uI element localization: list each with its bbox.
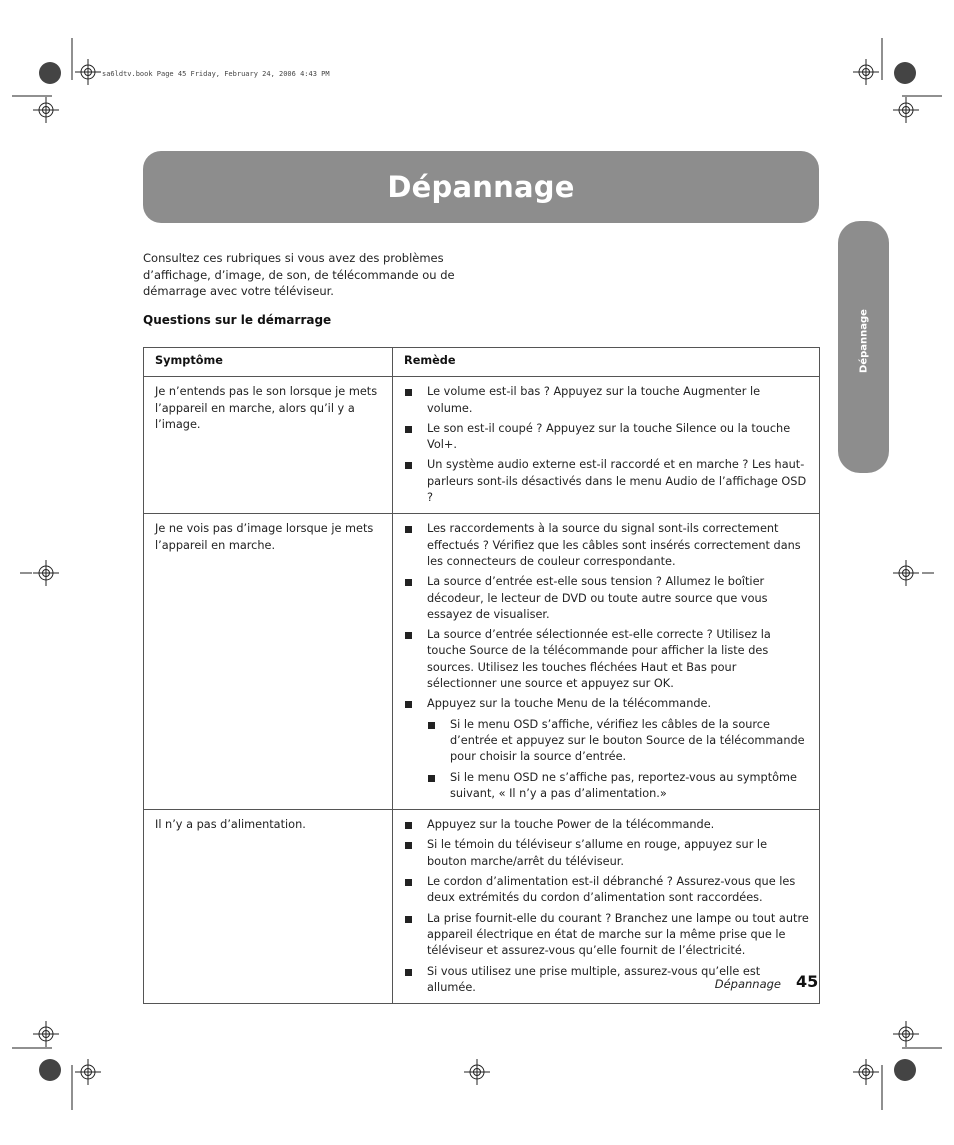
- remedy-subitem: Si le menu OSD ne s’affiche pas, reportez-vous au symptôme suivant, « Il n’y a pas d’alimentation.»: [427, 770, 809, 803]
- page-number: 45: [796, 972, 819, 991]
- page-title: Dépannage: [387, 170, 575, 204]
- table-header-row: [144, 348, 820, 377]
- remedy-cell: [393, 810, 820, 1004]
- print-slug: sa6ldtv.book Page 45 Friday, February 24, 2006 4:43 PM: [102, 70, 330, 78]
- remedy-list: [404, 384, 809, 506]
- side-tab-label: Dépannage: [858, 309, 869, 373]
- remedy-cell: [393, 514, 820, 810]
- remedy-item-text: Appuyez sur la touche Menu de la télécommande.: [427, 697, 712, 711]
- symptom-cell: Il n’y a pas d’alimentation.: [144, 810, 393, 1004]
- remedy-item: Le cordon d’alimentation est-il débranché ? Assurez-vous que les deux extrémités du cordon d’alimentation sont raccordées.: [404, 874, 809, 907]
- table-row: [144, 514, 820, 810]
- troubleshooting-table: [143, 347, 820, 1004]
- intro-paragraph: Consultez ces rubriques si vous avez des problèmes d’affichage, d’image, de son, de télécommande ou de démarrage avec votre téléviseur.: [143, 251, 455, 298]
- remedy-item: Le volume est-il bas ? Appuyez sur la touche Augmenter le volume.: [404, 384, 809, 417]
- symptom-cell: Je n’entends pas le son lorsque je mets l’appareil en marche, alors qu’il y a l’image.: [144, 377, 393, 514]
- remedy-item: Le son est-il coupé ? Appuyez sur la touche Silence ou la touche Vol+.: [404, 421, 809, 454]
- symptom-cell: Je ne vois pas d’image lorsque je mets l’appareil en marche.: [144, 514, 393, 810]
- table-row: [144, 377, 820, 514]
- chapter-side-tab: [838, 221, 889, 473]
- remedy-sublist: [427, 717, 809, 802]
- remedy-list: [404, 817, 809, 996]
- remedy-item: Si vous utilisez une prise multiple, assurez-vous qu’elle est allumée.: [404, 964, 809, 997]
- table-row: [144, 810, 820, 1004]
- remedy-item: La source d’entrée sélectionnée est-elle correcte ? Utilisez la touche Source de la télécommande pour afficher la liste des sources. Utilisez les touches fléchées Haut et Bas pour sélectionner une source et appuyez sur OK.: [404, 627, 809, 692]
- remedy-cell: [393, 377, 820, 514]
- remedy-item: La prise fournit-elle du courant ? Branchez une lampe ou tout autre appareil électrique en état de marche sur la même prise que le téléviseur et assurez-vous qu’elle fournit de l’électricité.: [404, 911, 809, 960]
- remedy-item: Un système audio externe est-il raccordé et en marche ? Les haut-parleurs sont-ils désactivés dans le menu Audio de l’affichage OSD ?: [404, 457, 809, 506]
- remedy-item: [404, 696, 809, 802]
- remedy-list: [404, 521, 809, 802]
- remedy-item: Si le témoin du téléviseur s’allume en rouge, appuyez sur le bouton marche/arrêt du téléviseur.: [404, 837, 809, 870]
- section-heading: Questions sur le démarrage: [143, 313, 332, 327]
- remedy-item: Appuyez sur la touche Power de la télécommande.: [404, 817, 809, 833]
- remedy-subitem: Si le menu OSD s’affiche, vérifiez les câbles de la source d’entrée et appuyez sur le bouton Source de la télécommande pour choisir la source d’entrée.: [427, 717, 809, 766]
- remedy-item: Les raccordements à la source du signal sont-ils correctement effectués ? Vérifiez que les câbles sont insérés correctement dans les connecteurs de couleur correspondante.: [404, 521, 809, 570]
- header-symptom: Symptôme: [144, 348, 393, 377]
- title-banner: [143, 151, 819, 223]
- footer-chapter-label: Dépannage: [714, 977, 781, 991]
- remedy-item: La source d’entrée est-elle sous tension ? Allumez le boîtier décodeur, le lecteur de DVD ou toute autre source que vous essayez de visualiser.: [404, 574, 809, 623]
- header-remedy: Remède: [393, 348, 820, 377]
